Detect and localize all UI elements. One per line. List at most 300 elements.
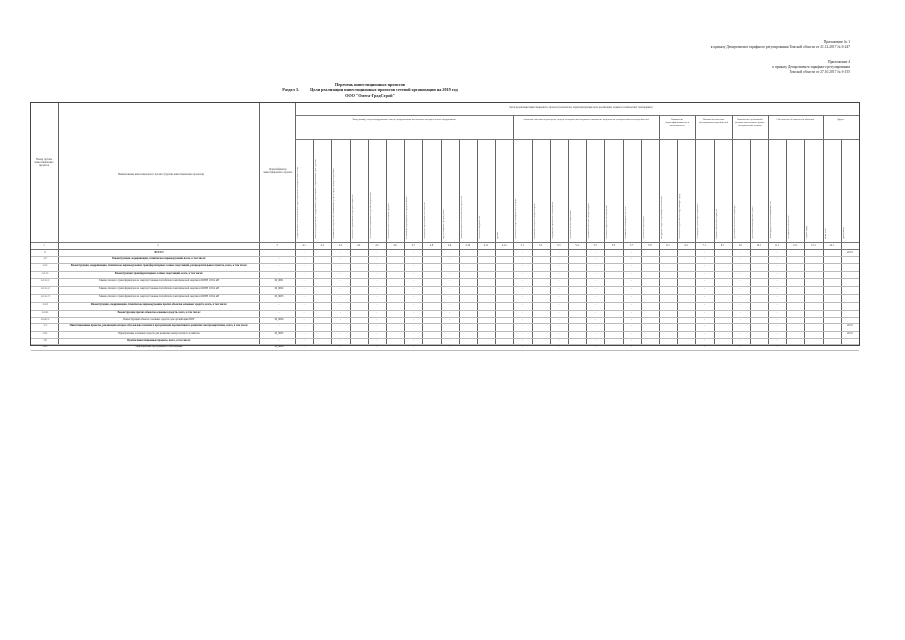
cell-dash: - (594, 318, 596, 321)
cell-dash: - (340, 251, 341, 254)
row-name: Реконструкция, модернизация, техническое перевооружение трансформаторных и иных подстанций, распределительных пунктов, всего, в том числе: (70, 264, 248, 267)
cell-dash: - (340, 272, 341, 275)
cell-dash: - (740, 345, 742, 348)
cell-dash: - (376, 303, 378, 306)
row-identifier: - (278, 303, 280, 306)
column-number: 4.4 (357, 244, 361, 247)
row-divider (31, 350, 859, 351)
cell-dash: - (776, 295, 778, 298)
cell-dash: - (449, 339, 451, 342)
row-identifier: - (278, 272, 280, 275)
cell-dash: - (303, 279, 305, 282)
row-name: ВСЕГО (154, 251, 164, 254)
row-code: 1.6.1 (42, 345, 48, 348)
cell-dash: - (740, 324, 742, 327)
row-divider (31, 242, 859, 243)
column-number: 4.8 (429, 244, 434, 247)
cell-dash: - (449, 324, 451, 327)
cell-dash: - (740, 318, 742, 321)
cell-dash: - (558, 295, 560, 298)
cell-dash: - (449, 279, 451, 282)
row-identifier: М_0006 (274, 345, 284, 348)
column-header: Пожарная безопасность (788, 215, 791, 239)
column-number: 5.2 (538, 244, 543, 247)
cell-dash: - (303, 332, 305, 335)
title-main: Перечень инвестиционных проектов (335, 82, 405, 87)
column-header: Увеличение пропускной способности (424, 202, 427, 239)
cell-dash: - (776, 264, 778, 267)
column-number: 9.1 (739, 244, 743, 247)
cell-dash: - (594, 339, 596, 342)
cell-dash: - (703, 311, 705, 314)
cell-dash: - (703, 287, 705, 290)
row-name: Замена силового трансформатора на энергоустановке потребителя электрической энергии в КТПН 10/0,4 кВ (99, 295, 219, 298)
cell-dash: - (558, 272, 560, 275)
row-name: Замена силового трансформатора на энергоустановке потребителя электрической энергии в КТПН 10/0,4 кВ (99, 279, 219, 282)
column-header: Улучшение качества электроэнергии (588, 203, 591, 239)
cell-dash: - (340, 295, 341, 298)
cell-dash: - (449, 345, 451, 348)
cell-dash: - (376, 339, 378, 342)
column-number: 5.7 (629, 244, 634, 247)
cell-dash: - (776, 324, 778, 327)
cell-dash: - (776, 272, 778, 275)
cell-dash: - (449, 303, 451, 306)
cell-dash: - (594, 303, 596, 306)
row-code: 1.2.1.1 (41, 272, 49, 275)
section-label: Раздел 3. (282, 87, 300, 93)
cell-dash: - (776, 318, 778, 321)
cell-dash: - (594, 251, 596, 254)
cell-dash: - (376, 311, 378, 314)
cell-dash: - (303, 272, 305, 275)
cell-dash: - (703, 257, 705, 260)
cell-dash: - (303, 257, 305, 260)
cell-dash: - (376, 332, 378, 335)
cell-dash: - (776, 279, 778, 282)
cell-dash: - (303, 251, 305, 254)
cell-dash: - (449, 264, 451, 267)
cell-dash: - (631, 257, 633, 260)
cell-dash: - (376, 318, 378, 321)
cell-dash: - (594, 272, 596, 275)
cell-dash: - (776, 345, 778, 348)
cell-dash: - (776, 257, 778, 260)
row-name: Реконструкция, модернизация, техническое перевооружение прочих объектов основных средств, всего, в том числе: (90, 303, 228, 306)
cell-dash: - (340, 303, 341, 306)
row-identifier: - (278, 324, 280, 327)
cell-dash: - (412, 272, 414, 275)
column-number: 8.1 (720, 244, 725, 247)
column-number: 1 (43, 244, 45, 247)
cell-dash: - (776, 311, 778, 314)
cell-dash: - (776, 303, 778, 306)
column-number: 5.1 (520, 244, 525, 247)
group-header: Обеспечение безопасности объектов (776, 118, 814, 121)
group-header: Снижение объемов недоотпуска, потерь электрической энергии и повышение надежности электроснабжения потребителей (523, 118, 649, 121)
cell-dash: - (703, 295, 705, 298)
header-code: Номер группы инвестиционных проектов (34, 158, 54, 168)
row-code: 1.2 (43, 257, 47, 260)
cell-dash: - (631, 264, 633, 267)
cell-dash: - (412, 339, 414, 342)
cell-dash: - (558, 264, 560, 267)
cell-dash: - (412, 303, 414, 306)
cell-dash: - (521, 279, 523, 282)
cell-dash: - (594, 332, 596, 335)
cell-dash: - (703, 272, 705, 275)
column-header: Замена (модернизация) оборудования, отработавшего нормативный срок службы (315, 159, 318, 239)
annex-second-line: Приложение 4 (828, 60, 850, 64)
cell-dash: - (703, 318, 705, 321)
cell-dash: - (340, 264, 341, 267)
cell-dash: - (631, 251, 633, 254)
row-name: Реконструкция, модернизация, техническое перевооружение всего, в том числе: (112, 257, 206, 260)
cell-dash: - (376, 279, 378, 282)
annex-top-line: Приложение № 1 (823, 40, 850, 44)
column-header: Снижение аварийности (478, 215, 481, 239)
column-header: Снижение числа отключений (569, 210, 572, 239)
cell-dash: - (412, 264, 414, 267)
column-header: Снижение недоотпуска (642, 216, 645, 239)
cell-dash: - (594, 324, 596, 327)
cell-dash: - (703, 345, 705, 348)
cell-dash: - (558, 332, 560, 335)
cell-dash: - (412, 279, 414, 282)
column-number: 4.11 (483, 244, 489, 247)
column-number: 4.2 (320, 244, 324, 247)
cell-dash: - (340, 279, 341, 282)
cell-dash: - (521, 339, 523, 342)
column-header: Реализация мероприятий по предписаниям (406, 196, 409, 239)
row-note: 2019 (847, 251, 853, 254)
cell-dash: - (594, 287, 596, 290)
row-name: Приобретение программного обеспечения (135, 345, 183, 348)
row-note: 2019 (847, 324, 853, 327)
column-number: 4.6 (393, 244, 397, 247)
cell-dash: - (740, 295, 742, 298)
column-number: 5.6 (611, 244, 616, 247)
cell-dash: - (558, 345, 560, 348)
group-header: Выполнение требований регламентов оптового рынка электрической энергии (735, 118, 765, 127)
cell-dash: - (412, 257, 414, 260)
column-number: 4.10 (465, 244, 471, 247)
column-header: Снижение износа основных средств (388, 203, 390, 239)
cell-dash: - (558, 311, 560, 314)
group-header: Ввод (вывод) энергооборудования: замена, модернизация или монтаж электросетевого оборудования (352, 118, 456, 121)
column-number: 4.5 (375, 244, 379, 247)
column-divider (58, 103, 59, 345)
cell-dash: - (303, 345, 305, 348)
row-identifier: М_0001 (274, 279, 284, 282)
cell-dash: - (303, 287, 305, 290)
cell-dash: - (449, 332, 451, 335)
column-number: 4.7 (411, 244, 415, 247)
cell-dash: - (449, 311, 451, 314)
row-divider (295, 115, 859, 116)
column-header: Примечание (842, 226, 845, 239)
cell-dash: - (521, 264, 523, 267)
column-number: 7.1 (702, 244, 707, 247)
row-identifier: - (278, 311, 280, 314)
cell-dash: - (521, 257, 523, 260)
column-number: 14.1 (829, 244, 834, 247)
column-header: Внедрение энергосберегающих технологий (660, 196, 663, 239)
row-name: Реконструкция прочих объектов основных средств, всего, в том числе: (117, 311, 201, 314)
column-number: 4.9 (447, 244, 452, 247)
cell-dash: - (412, 318, 414, 321)
cell-dash: - (703, 339, 705, 342)
cell-dash: - (703, 332, 705, 335)
cell-dash: - (521, 303, 523, 306)
group-header: Повышение энергоэффективности и экологичности (664, 118, 690, 127)
annex-second-line: Томской области от 27.10.2017 № 6-155 (789, 70, 850, 74)
investment-goals-table (30, 102, 860, 346)
cell-dash: - (412, 295, 414, 298)
row-name: Реконструкция объекта основных средств для организации ППУ (123, 318, 195, 321)
row-name: Реконструкция трансформаторных и иных подстанций, всего, в том числе: (114, 272, 204, 275)
cell-dash: - (521, 324, 523, 327)
column-number: 2 (157, 244, 159, 247)
column-number: 6.1 (666, 244, 670, 247)
row-identifier: М_0003 (274, 295, 284, 298)
column-number: 4.1 (302, 244, 306, 247)
cell-dash: - (376, 345, 378, 348)
cell-dash: - (376, 257, 378, 260)
cell-dash: - (521, 251, 523, 254)
title-subtitle: Цели реализации инвестиционных проектов сетевой организации на 2019 год (310, 87, 458, 93)
cell-dash: - (449, 251, 451, 254)
column-header: Увеличение отпуска электроэнергии (533, 203, 536, 239)
cell-dash: - (376, 264, 378, 267)
annex-top (711, 40, 850, 50)
cell-dash: - (449, 272, 451, 275)
cell-dash: - (376, 324, 378, 327)
row-divider (295, 139, 859, 140)
header-name: Наименование инвестиционного проекта (группы инвестиционных проектов) (117, 173, 205, 176)
cell-dash: - (303, 318, 305, 321)
column-number: 12.1 (793, 244, 798, 247)
column-header: Развитие клиентских сервисов (715, 209, 718, 239)
row-identifier: - (278, 264, 280, 267)
row-code: 1.6 (43, 339, 47, 342)
annex-top-line: к приказу Департамента тарифного регулирования Томской области от 21.12.2017 № 6-247 (710, 45, 850, 49)
cell-dash: - (340, 318, 341, 321)
column-number: 6.2 (684, 244, 688, 247)
row-code: 0 (44, 251, 46, 254)
cell-dash: - (631, 318, 633, 321)
cell-dash: - (776, 287, 778, 290)
cell-dash: - (594, 279, 596, 282)
cell-dash: - (412, 332, 414, 335)
cell-dash: - (740, 251, 742, 254)
cell-dash: - (631, 345, 633, 348)
row-name: Прочие инвестиционные проекты, всего, в том числе: (127, 339, 191, 342)
column-number: 4.3 (338, 244, 343, 247)
cell-dash: - (412, 287, 414, 290)
column-number: 11.1 (774, 244, 780, 247)
column-number: 5.3 (557, 244, 561, 247)
cell-dash: - (412, 345, 414, 348)
cell-dash: - (558, 287, 560, 290)
cell-dash: - (740, 279, 742, 282)
column-header: Переоснащение средств учета (442, 209, 445, 239)
column-header: Повышение надежности оказываемых услуг в сфере электроэнергетики (333, 168, 336, 239)
cell-dash: - (631, 279, 633, 282)
cell-dash: - (776, 332, 778, 335)
cell-dash: - (521, 332, 523, 335)
cell-dash: - (631, 295, 633, 298)
cell-dash: - (340, 287, 341, 290)
cell-dash: - (631, 287, 633, 290)
column-number: 13.1 (811, 244, 816, 247)
cell-dash: - (740, 257, 742, 260)
row-name: Инвестиционные проекты, реализация которых обусловлена схемами и программами перспективного развития электроэнергетики, всего, в том числе: (69, 324, 249, 327)
column-header: Прочие (497, 231, 500, 239)
row-code: 1.2.4.1.1 (40, 318, 50, 321)
cell-dash: - (594, 257, 596, 260)
column-header: Охрана труда (806, 225, 809, 239)
cell-dash: - (303, 339, 305, 342)
cell-dash: - (631, 332, 633, 335)
column-number: 10.1 (756, 244, 762, 247)
row-name: Замена силового трансформатора на энергоустановке потребителя электрической энергии в КТПН 10/0,4 кВ (99, 287, 219, 290)
annex-second-line: к приказу Департамента тарифного регулирования (772, 65, 850, 69)
row-identifier: - (278, 339, 280, 342)
column-header: Снижение потерь электрической энергии (515, 198, 518, 239)
cell-dash: - (703, 264, 705, 267)
cell-dash: - (740, 339, 742, 342)
cell-dash: - (631, 324, 633, 327)
cell-dash: - (521, 345, 523, 348)
column-header: Иные цели (824, 228, 827, 239)
cell-dash: - (521, 272, 523, 275)
cell-dash: - (594, 345, 596, 348)
cell-dash: - (303, 264, 305, 267)
row-code: 1.2.1 (42, 264, 48, 267)
row-note: 2019 (847, 332, 853, 335)
annex-second (772, 60, 850, 75)
document-title (160, 82, 580, 98)
cell-dash: - (340, 257, 341, 260)
cell-dash: - (449, 295, 451, 298)
cell-dash: - (376, 272, 378, 275)
column-header: Требования коммерческого учета (751, 206, 754, 239)
cell-dash: - (303, 324, 305, 327)
cell-dash: - (740, 264, 742, 267)
cell-dash: - (340, 332, 341, 335)
column-header: Сокращение времени восстановления (551, 201, 554, 239)
column-header: Требования системного оператора (733, 205, 736, 239)
cell-dash: - (340, 339, 341, 342)
column-number: 4.12 (501, 244, 507, 247)
cell-dash: - (521, 318, 523, 321)
cell-dash: - (340, 311, 341, 314)
group-header: Повышение качества обслуживания потребителей (698, 118, 729, 124)
cell-dash: - (340, 324, 341, 327)
cell-dash: - (740, 287, 742, 290)
column-number: 5.4 (575, 244, 579, 247)
cell-dash: - (594, 295, 596, 298)
row-code: 1.2.1.1.2 (40, 287, 50, 290)
row-name: Приобретение основных средств для развития электросетевого хозяйства (118, 332, 200, 335)
cell-dash: - (412, 311, 414, 314)
row-identifier: М_0002 (274, 287, 284, 290)
title-org: ООО "Омега-ГрадСтрой" (345, 92, 395, 98)
column-number: 5.8 (648, 244, 652, 247)
cell-dash: - (340, 345, 341, 348)
cell-dash: - (558, 303, 560, 306)
cell-dash: - (412, 251, 414, 254)
cell-dash: - (558, 324, 560, 327)
cell-dash: - (776, 251, 778, 254)
cell-dash: - (521, 287, 523, 290)
column-header: Снижение воздействия на окружающую среду (679, 193, 682, 239)
cell-dash: - (703, 279, 705, 282)
column-header: Обеспечение нормативного уровня напряжения (369, 192, 372, 239)
header-identifier: Идентификатор инвестиционного проекта (263, 168, 293, 175)
cell-dash: - (303, 295, 305, 298)
cell-dash: - (631, 339, 633, 342)
cell-dash: - (740, 332, 742, 335)
column-header: Антитеррористическая защищенность (770, 201, 772, 239)
cell-dash: - (703, 324, 705, 327)
cell-dash: - (558, 279, 560, 282)
row-code: 1.2.1.1.3 (40, 295, 50, 298)
cell-dash: - (303, 303, 305, 306)
cell-dash: - (631, 272, 633, 275)
cell-dash: - (631, 311, 633, 314)
row-code: 1.2.1.1.1 (40, 279, 50, 282)
table-top-caption: Цели реализации инвестиционного проекта (показатели, характеризующие цель реализации, заданы в технических требованиях) (509, 106, 653, 109)
row-code: 1.3.1 (42, 332, 48, 335)
cell-dash: - (449, 257, 451, 260)
cell-dash: - (740, 272, 742, 275)
cell-dash: - (740, 303, 742, 306)
cell-dash: - (412, 324, 414, 327)
cell-dash: - (449, 318, 451, 321)
cell-dash: - (703, 251, 705, 254)
cell-dash: - (449, 287, 451, 290)
cell-dash: - (558, 251, 560, 254)
cell-dash: - (376, 251, 378, 254)
column-header: Осуществление технологического присоединения к электрическим сетям (297, 167, 299, 239)
cell-dash: - (558, 318, 560, 321)
row-code: 1.2.4 (42, 303, 48, 306)
cell-dash: - (558, 257, 560, 260)
column-number: 3 (276, 244, 278, 247)
cell-dash: - (594, 311, 596, 314)
cell-dash: - (376, 295, 378, 298)
column-header: Автоматизация технологических процессов (460, 196, 463, 239)
cell-dash: - (594, 264, 596, 267)
column-divider (259, 103, 260, 345)
cell-dash: - (303, 311, 305, 314)
row-code: 1.2.4.1 (41, 311, 49, 314)
cell-dash: - (521, 295, 523, 298)
cell-dash: - (703, 303, 705, 306)
row-identifier: М_0005 (274, 332, 284, 335)
row-identifier: М_0004 (274, 318, 284, 321)
column-header: Соблюдение сроков присоединения (697, 204, 700, 239)
cell-dash: - (376, 287, 378, 290)
cell-dash: - (776, 339, 778, 342)
cell-dash: - (631, 303, 633, 306)
row-code: 1.3 (43, 324, 47, 327)
column-header: Повышение наблюдаемости сети (624, 206, 627, 239)
cell-dash: - (558, 339, 560, 342)
row-identifier: - (278, 257, 280, 260)
